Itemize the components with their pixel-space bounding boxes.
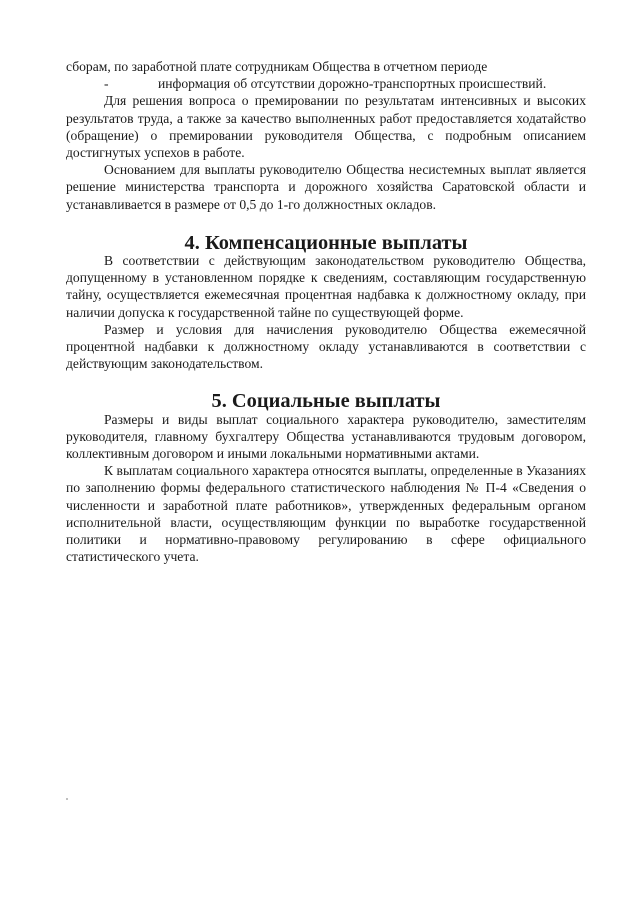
bullet-item-no-accidents (66, 75, 586, 92)
paragraph-allowance-conditions: Размер и условия для начисления руководителю Общества ежемесячной процентной надбавки к должностному окладу устанавливаются в соответствии с действующим законодательством. (66, 321, 586, 372)
bullet-text: информация об отсутствии дорожно-транспортных происшествий. (158, 76, 547, 92)
paragraph-state-secret-allowance: В соответствии с действующим законодательством руководителю Общества, допущенному в установленном порядке к сведениям, составляющим государственную тайну, осуществляется ежемесячная процентная надбавка к должностному окладу, при наличии допуска к государственной тайне по существующей форме. (66, 253, 586, 320)
paragraph-bonus-procedure: Для решения вопроса о премировании по результатам интенсивных и высоких результатов труда, а также за качество выполненных работ предоставляется ходатайство (обращение) о премировании руководителя Общества, с подробным описанием достигнутых успехов в работе. (66, 93, 586, 161)
paragraph-nonsystem-payments: Основанием для выплаты руководителю Общества несистемных выплат является решение министерства транспорта и дорожного хозяйства Саратовской области и устанавливается в размере от 0,5 до 1-го должностных окладов. (66, 162, 586, 212)
intro-continuation-line: сборам, по заработной плате сотрудникам Общества в отчетном периоде (66, 59, 488, 74)
scan-speck (66, 798, 68, 800)
paragraph-social-payment-types: Размеры и виды выплат социального характера руководителю, заместителям руководителя, главному бухгалтеру Общества устанавливаются трудовым договором, коллективным договором и иными локальными нормативными актами. (66, 411, 586, 462)
bullet-dash: - (104, 76, 109, 92)
section-heading-compensation: 4. Компенсационные выплаты (184, 231, 468, 254)
section-heading-social: 5. Социальные выплаты (211, 390, 441, 413)
document-page (66, 58, 586, 565)
paragraph-social-payment-definition: К выплатам социального характера относятся выплаты, определенные в Указаниях по заполнению формы федерального статистического наблюдения № П-4 «Сведения о численности и заработной плате работников», утвержденных федеральным органом исполнительной власти, осуществляющим функции по выработке государственной политики и нормативно-правовому регулированию в сфере официального статистического учета. (66, 463, 586, 565)
